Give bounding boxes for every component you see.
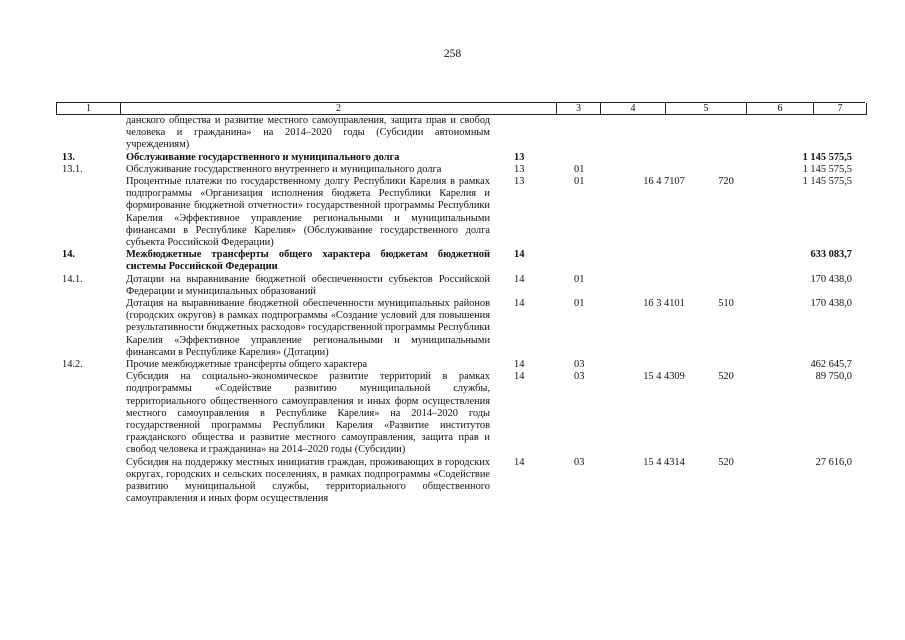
row-number: 13.1. <box>62 163 83 175</box>
target-article-code: 15 4 4314 <box>643 456 685 468</box>
expense-type-code: 510 <box>718 298 734 310</box>
section-code: 14 <box>514 359 525 371</box>
section-code: 14 <box>514 273 525 285</box>
amount: 462 645,7 <box>810 359 852 371</box>
row-description: Прочие межбюджетные трансферты общего характера <box>126 359 368 371</box>
expense-type-code: 720 <box>718 176 734 188</box>
table-row <box>0 457 905 506</box>
subsection-code: 03 <box>574 359 585 371</box>
expense-type-code: 520 <box>718 456 734 468</box>
row-description: Межбюджетные трансферты общего характера бюджетам бюджетной системы Российской Федерации <box>126 249 490 273</box>
table-header-row <box>56 103 867 115</box>
page-number: 258 <box>443 48 462 60</box>
amount: 170 438,0 <box>810 298 852 310</box>
subsection-code: 01 <box>574 163 585 175</box>
table-row <box>0 274 905 298</box>
row-description: данского общества и развитие местного самоуправления, защита прав и свобод человека и гражданина» на 2014–2020 годы (Субсидии автономным учреждениям) <box>126 115 490 151</box>
amount: 27 616,0 <box>815 456 852 468</box>
expense-type-code: 520 <box>718 371 734 383</box>
header-col-2: 2 <box>121 103 557 114</box>
amount: 1 145 575,5 <box>802 151 852 163</box>
table-row <box>0 371 905 456</box>
table-row <box>0 176 905 249</box>
subsection-code: 03 <box>574 371 585 383</box>
row-number: 13. <box>62 151 75 163</box>
target-article-code: 16 4 7107 <box>643 176 685 188</box>
subsection-code: 01 <box>574 273 585 285</box>
subsection-code: 01 <box>574 176 585 188</box>
amount: 170 438,0 <box>810 273 852 285</box>
amount: 89 750,0 <box>815 371 852 383</box>
header-col-7: 7 <box>837 103 843 114</box>
table-row <box>0 298 905 359</box>
header-col-6: 6 <box>747 103 814 114</box>
row-description: Обслуживание государственного и муниципального долга <box>126 151 400 163</box>
table-body <box>0 115 905 506</box>
table-row <box>0 115 905 152</box>
header-col-5: 5 <box>666 103 747 114</box>
amount: 633 083,7 <box>810 249 852 261</box>
header-col-3: 3 <box>557 103 601 114</box>
amount: 1 145 575,5 <box>802 163 852 175</box>
amount: 1 145 575,5 <box>802 176 852 188</box>
table-row <box>0 359 905 371</box>
section-code: 13 <box>514 163 525 175</box>
row-description: Субсидия на поддержку местных инициатив граждан, проживающих в городских округах, городских и сельских поселениях, в рамках подпрограммы «Содействие развитию муниципальной службы, территориального общественного самоуправления и иных форм осуществления <box>126 456 490 505</box>
section-code: 13 <box>514 151 525 163</box>
row-number: 14.1. <box>62 273 83 285</box>
target-article-code: 15 4 4309 <box>643 371 685 383</box>
section-code: 14 <box>514 249 525 261</box>
row-description: Субсидия на социально-экономическое развитие территорий в рамках подпрограммы «Содействие развитию муниципальной службы, территориального общественного самоуправления и иных форм осуществления местного самоуправления в Республике Карелия» на 2014–2020 годы государственной программы Республики Карелия «Развитие институтов гражданского общества и развитие местного самоуправления, защита прав и свобод человека и гражданина» на 2014–2020 годы (Субсидии) <box>126 371 490 456</box>
subsection-code: 03 <box>574 456 585 468</box>
table-row <box>0 164 905 176</box>
table-row-section-14 <box>0 249 905 273</box>
target-article-code: 16 3 4101 <box>643 298 685 310</box>
row-description: Обслуживание государственного внутреннего и муниципального долга <box>126 163 442 175</box>
table-row-section-13 <box>0 152 905 164</box>
row-description: Процентные платежи по государственному долгу Республики Карелия в рамках подпрограммы «Организация исполнения бюджета Республики Карелия и формирование бюджетной отчетности» государственной программы Республики Карелия «Эффективное управление региональными и муниципальными финансами в Республике Карелия» (Обслуживание государственного долга субъекта Российской Федерации) <box>126 176 490 249</box>
section-code: 13 <box>514 176 525 188</box>
header-col-1: 1 <box>57 103 121 114</box>
row-number: 14.2. <box>62 359 83 371</box>
section-code: 14 <box>514 456 525 468</box>
section-code: 14 <box>514 371 525 383</box>
row-description: Дотации на выравнивание бюджетной обеспеченности субъектов Российской Федерации и муниципальных образований <box>126 273 490 297</box>
section-code: 14 <box>514 298 525 310</box>
row-number: 14. <box>62 249 75 261</box>
subsection-code: 01 <box>574 298 585 310</box>
header-col-4: 4 <box>601 103 666 114</box>
row-description: Дотация на выравнивание бюджетной обеспеченности муниципальных районов (городских округов) в рамках подпрограммы «Создание условий для повышения результативности бюджетных расходов» государственной программы Республики Карелия «Эффективное управление региональными и муниципальными финансами в Республике Карелия» (Дотации) <box>126 298 490 358</box>
